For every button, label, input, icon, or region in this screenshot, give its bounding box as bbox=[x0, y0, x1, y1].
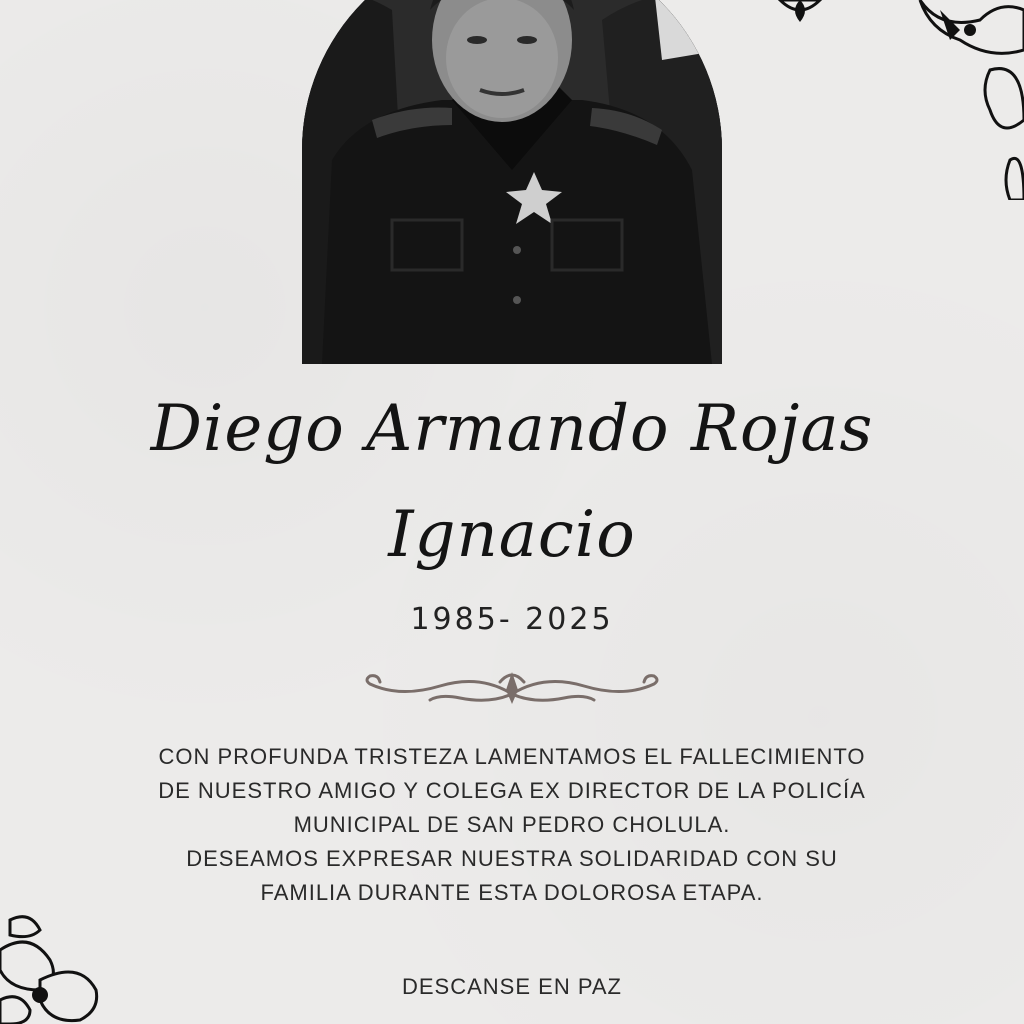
condolence-message bbox=[150, 740, 874, 910]
life-years: 1985- 2025 bbox=[410, 602, 614, 637]
scroll-divider-icon bbox=[360, 664, 664, 712]
rest-in-peace-text: DESCANSE EN PAZ bbox=[402, 974, 622, 999]
floral-corner-bottom-left-icon bbox=[0, 910, 100, 1024]
portrait-photo bbox=[302, 0, 722, 364]
condolence-text-1: CON PROFUNDA TRISTEZA LAMENTAMOS EL FALLECIMIENTO DE NUESTRO AMIGO Y COLEGA EX DIRECTOR DE LA POLICÍA MUNICIPAL DE SAN PEDRO CHOLULA. bbox=[158, 744, 866, 837]
floral-corner-top-right-icon bbox=[740, 0, 1024, 200]
deceased-name-line-2: Ignacio bbox=[388, 498, 636, 572]
condolence-text-2: DESEAMOS EXPRESAR NUESTRA SOLIDARIDAD CON SU FAMILIA DURANTE ESTA DOLOROSA ETAPA. bbox=[186, 846, 838, 905]
deceased-name-line-1: Diego Armando Rojas bbox=[150, 392, 874, 466]
